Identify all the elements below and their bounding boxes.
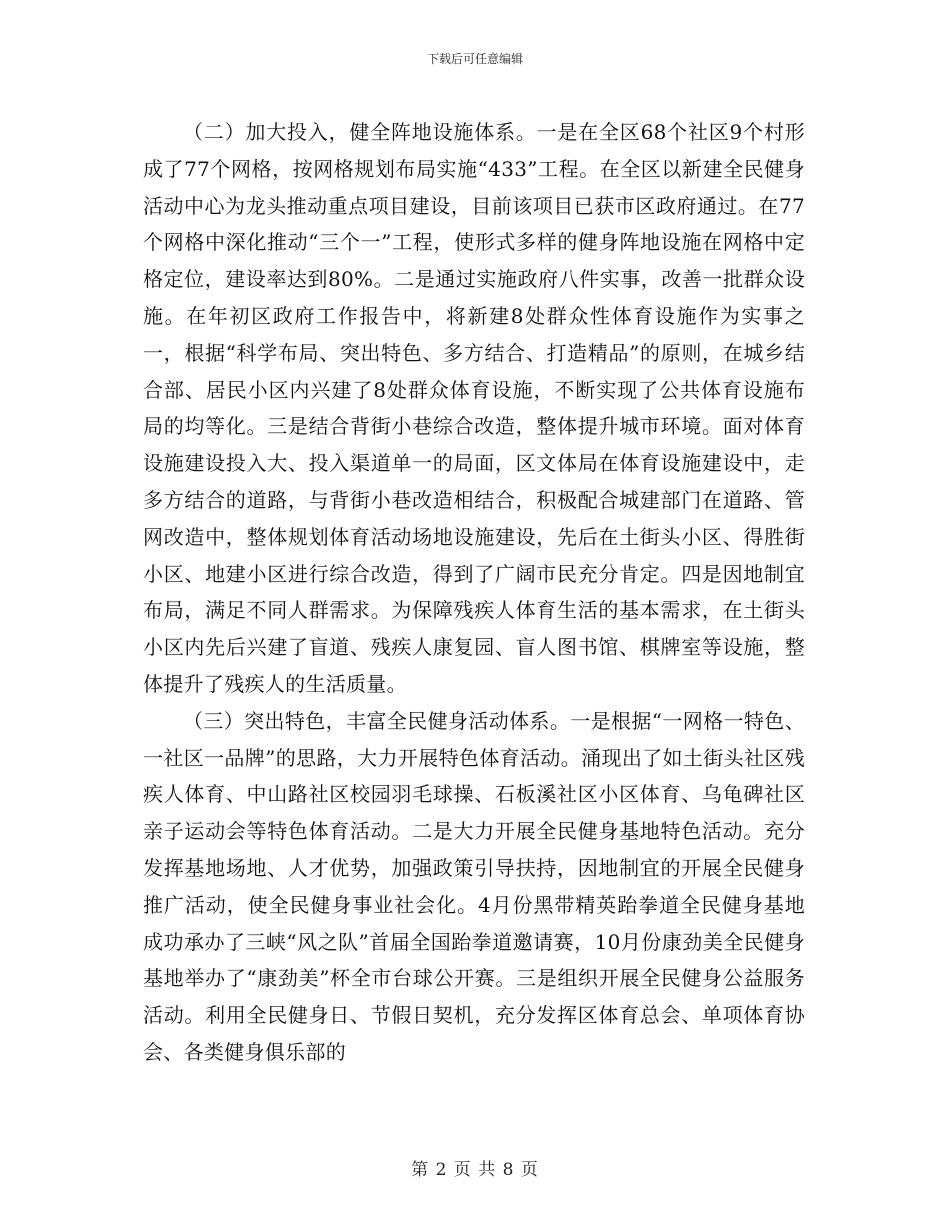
paragraph-section-2: （二）加大投入，健全阵地设施体系。一是在全区68个社区9个村形成了77个网格，按网格规划布局实施“433”工程。在全区以新建全民健身活动中心为龙头推动重点项目建设，目前该项目已获市区政府通过。在77个网格中深化推动“三个一”工程，使形式多样的健身阵地设施在网格中定格定位，建设率达到80%。二是通过实施政府八件实事，改善一批群众设施。在年初区政府工作报告中，将新建8处群众性体育设施作为实事之一，根据“科学布局、突出特色、多方结合、打造精品”的原则，在城乡结合部、居民小区内兴建了8处群众体育设施，不断实现了公共体育设施布局的均等化。三是结合背街小巷综合改造，整体提升城市环境。面对体育设施建设投入大、投入渠道单一的局面，区文体局在体育设施建设中，走多方结合的道路，与背街小巷改造相结合，积极配合城建部门在道路、管网改造中，整体规划体育活动场地设施建设，先后在土街头小区、得胜街小区、地建小区进行综合改造，得到了广阔市民充分肯定。四是因地制宜布局，满足不同人群需求。为保障残疾人体育生活的基本需求，在土街头小区内先后兴建了盲道、残疾人康复园、盲人图书馆、棋牌室等设施，整体提升了残疾人的生活质量。: [143, 120, 805, 696]
page-header-note: 下载后可任意编辑: [426, 52, 523, 66]
page-number-footer: 第 2 页 共 8 页: [411, 1160, 539, 1180]
paragraph-section-3: （三）突出特色，丰富全民健身活动体系。一是根据“一网格一特色、一社区一品牌”的思路，大力开展特色体育活动。涌现出了如土街头社区残疾人体育、中山路社区校园羽毛球操、石板溪社区小区体育、乌龟碑社区亲子运动会等特色体育活动。二是大力开展全民健身基地特色活动。充分发挥基地场地、人才优势，加强政策引导扶持，因地制宜的开展全民健身推广活动，使全民健身事业社会化。4月份黑带精英跆拳道全民健身基地成功承办了三峡“风之队”首届全国跆拳道邀请赛，10月份康劲美全民健身基地举办了“康劲美”杯全市台球公开赛。三是组织开展全民健身公益服务活动。利用全民健身日、节假日契机，充分发挥区体育总会、单项体育协会、各类健身俱乐部的: [143, 708, 805, 1064]
document-body: [143, 114, 805, 1071]
